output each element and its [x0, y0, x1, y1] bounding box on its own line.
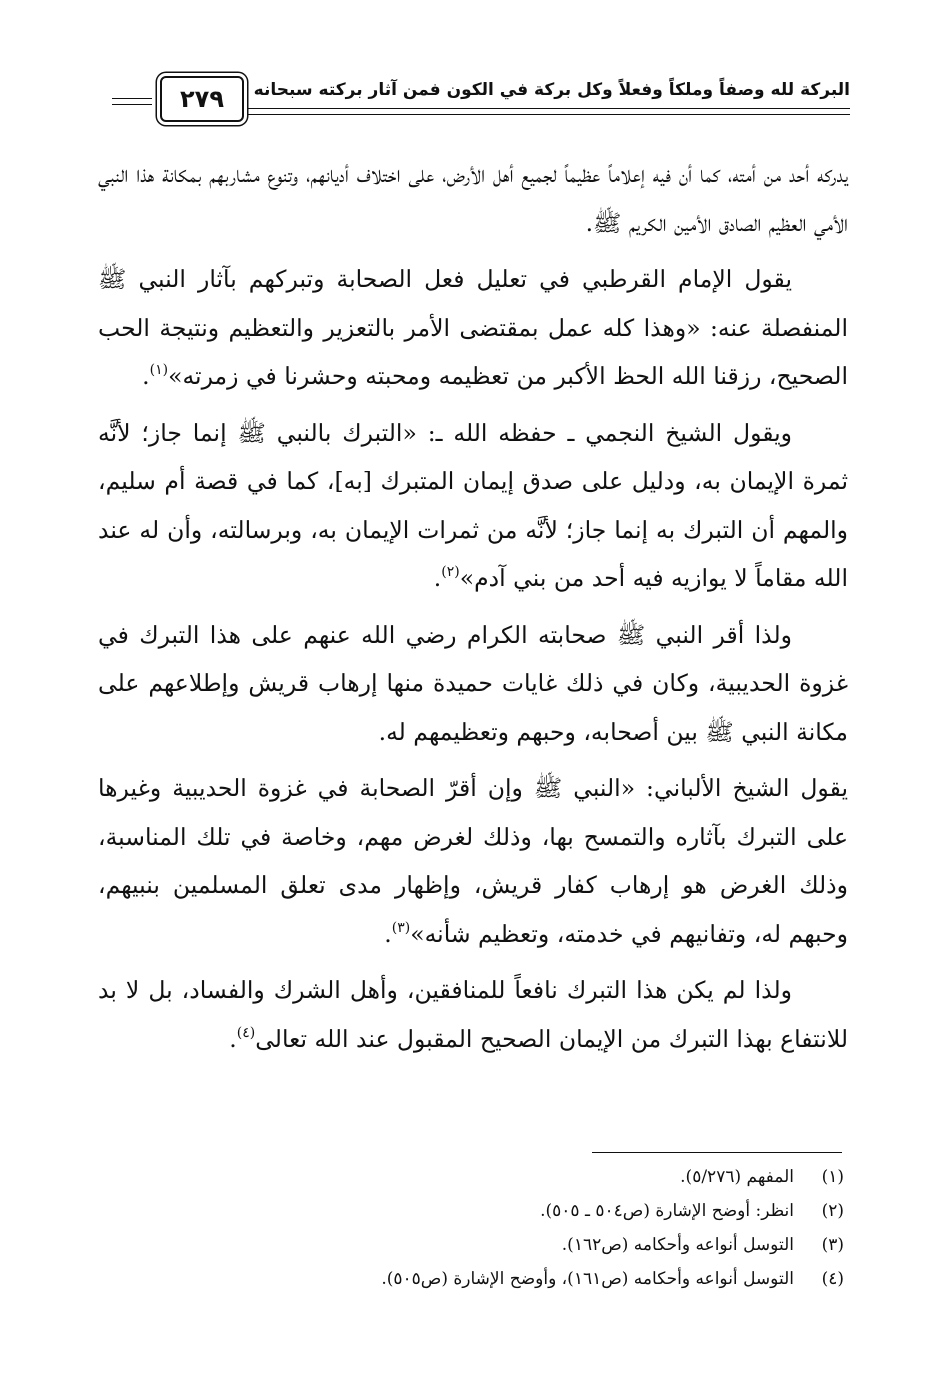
- paragraph-text: ويقول الشيخ النجمي ـ حفظه الله ـ: «التبرك بالنبي ﷺ إنما جاز؛ لأنَّه ثمرة الإيمان به، ودليل على صدق إيمان المتبرك [به]، كما في قصة أم سليم، والمهم أن التبرك به إنما جاز؛ لأنَّه من ثمرات الإيمان به، وبرسالته، وأن له عند الله مقاماً لا يوازيه فيه أحد من بني آدم»: [98, 418, 848, 592]
- footnote-number: (١): [821, 1167, 844, 1187]
- paragraph-text: ولذا أقر النبي ﷺ صحابته الكرام رضي الله عنهم على هذا التبرك في غزوة الحديبية، وكان في ذلك غايات حميدة منها إرهاب قريش وإطلاعهم على مكانة النبي ﷺ بين أصحابه، وحبهم وتعظيمهم له.: [98, 620, 848, 746]
- footnote-text: المفهم (٥/٢٧٦).: [680, 1167, 794, 1187]
- footnote-separator: [592, 1152, 842, 1153]
- footnote-item: [104, 1194, 844, 1228]
- footnote-number: (٤): [821, 1269, 844, 1289]
- page-header: [112, 74, 850, 134]
- footnote-item: [104, 1262, 844, 1296]
- header-left-rule: [112, 98, 152, 105]
- footnote-item: [104, 1228, 844, 1262]
- footnotes: [104, 1160, 844, 1296]
- footnote-item: [104, 1160, 844, 1194]
- header-rule: [246, 108, 850, 115]
- footnote-number: (٣): [821, 1235, 844, 1255]
- footnote-marker[interactable]: (٣): [391, 919, 411, 936]
- paragraph: [98, 764, 848, 958]
- paragraph: [98, 150, 848, 247]
- paragraph: [98, 611, 848, 757]
- paragraph-text: يدركه أحد من أمته، كما أن فيه إعلاماً عظيماً لجميع أهل الأرض، على اختلاف أديانهم، وتنوع مشاربهم بمكانة هذا النبي الأمي العظيم الصادق الأمين الكريم ﷺ.: [98, 160, 848, 237]
- footnote-text: التوسل أنواعه وأحكامه (ص١٦١)، وأوضح الإشارة (ص٥٠٥).: [381, 1269, 794, 1289]
- footnote-marker[interactable]: (١): [149, 362, 169, 378]
- paragraph-tail: .: [433, 564, 442, 592]
- paragraph-text: يقول الشيخ الألباني: «النبي ﷺ وإن أقرّ الصحابة في غزوة الحديبية وغيرها على التبرك بآثاره والتمسح بها، وذلك لغرض مهم، وخاصة في تلك المناسبة، وذلك الغرض هو إرهاب كفار قريش، وإظهار مدى تعلق المسلمين بنبيهم، وحبهم له، وتفانيهم في خدمته، وتعظيم شأنه»: [98, 774, 848, 948]
- paragraph-text: يقول الإمام القرطبي في تعليل فعل الصحابة وتبركهم بآثار النبي ﷺ المنفصلة عنه: «وهذا كله عمل بمقتضى الأمر بالتعزير والتعظيم ونتيجة الحب الصحيح، رزقنا الله الحظ الأكبر من تعظيمه ومحبته وحشرنا في زمرته»: [98, 265, 848, 390]
- main-text: [98, 150, 848, 1071]
- footnote-marker[interactable]: (٢): [441, 564, 460, 580]
- paragraph: [98, 255, 848, 401]
- footnote-text: التوسل أنواعه وأحكامه (ص١٦٢).: [561, 1235, 794, 1255]
- footnote-number: (٢): [821, 1201, 844, 1221]
- paragraph: [98, 409, 848, 603]
- footnote-marker[interactable]: (٤): [236, 1024, 256, 1041]
- paragraph: [98, 966, 848, 1063]
- page-number: ٢٧٩: [160, 76, 244, 122]
- paragraph-text: ولذا لم يكن هذا التبرك نافعاً للمنافقين، وأهل الشرك والفساد، بل لا بد للانتفاع بهذا التبرك من الإيمان الصحيح المقبول عند الله تعالى: [98, 976, 848, 1053]
- paragraph-tail: .: [142, 362, 150, 390]
- running-title: البركة لله وصفاً وملكاً وفعلاً وكل بركة في الكون فمن آثار بركته سبحانه: [253, 80, 850, 100]
- footnote-text: انظر: أوضح الإشارة (ص٥٠٤ ـ ٥٠٥).: [540, 1201, 794, 1221]
- paragraph-tail: .: [229, 1024, 237, 1053]
- paragraph-tail: .: [384, 919, 392, 948]
